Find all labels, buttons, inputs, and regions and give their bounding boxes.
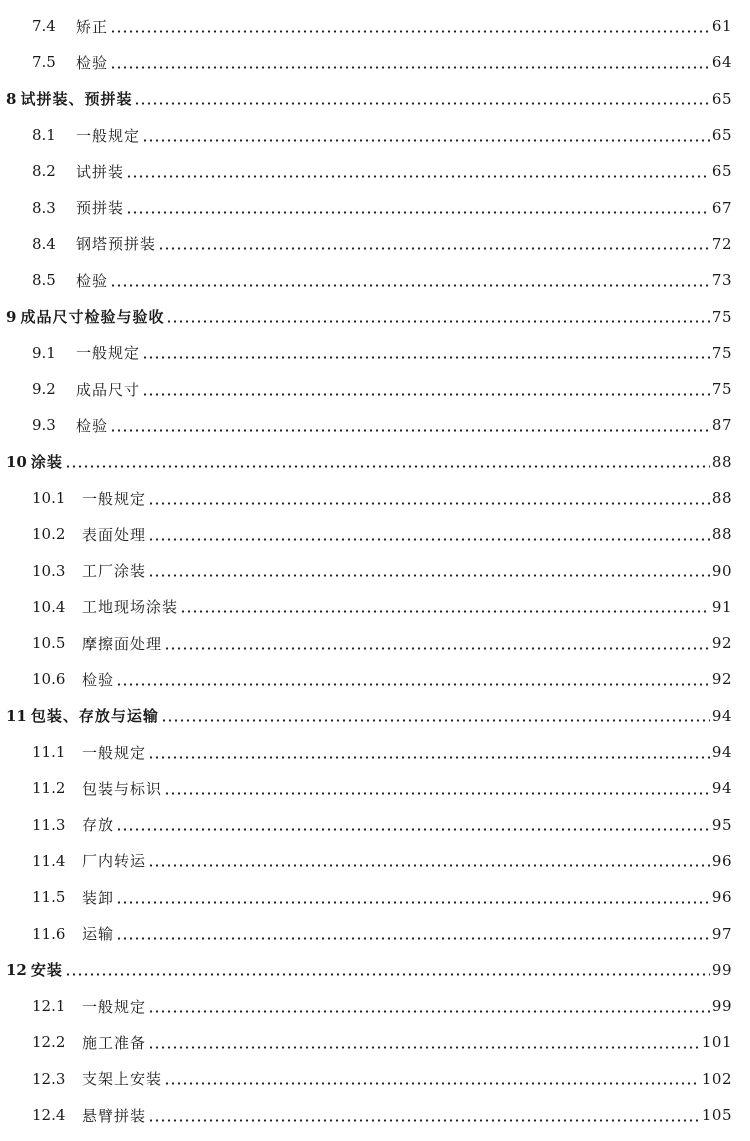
toc-entry-title: 一般规定 (76, 126, 141, 145)
toc-page-number: 101 (701, 1033, 732, 1052)
toc-page-number: 75 (711, 343, 732, 362)
toc-dot-leader (110, 30, 710, 33)
toc-section-entry[interactable] (0, 371, 750, 407)
toc-entry-number: 10.2 (32, 525, 66, 544)
toc-dot-leader (65, 465, 710, 468)
toc-dot-leader (148, 1046, 700, 1049)
toc-entry-title: 成品尺寸 (76, 380, 141, 399)
toc-entry-title: 一般规定 (82, 489, 147, 508)
toc-section-entry[interactable] (0, 770, 750, 806)
toc-page-number: 67 (711, 198, 732, 217)
toc-entry-number: 8.4 (32, 234, 56, 253)
toc-page-number: 64 (711, 53, 732, 72)
toc-entry-title: 检验 (82, 670, 115, 689)
toc-chapter-entry[interactable] (0, 698, 750, 734)
toc-entry-title: 检验 (76, 53, 109, 72)
toc-entry-title: 悬臂拼装 (82, 1106, 147, 1125)
toc-page-number: 94 (711, 779, 732, 798)
toc-section-entry[interactable] (0, 335, 750, 371)
toc-section-entry[interactable] (0, 8, 750, 44)
toc-entry-title: 厂内转运 (82, 852, 147, 871)
toc-entry-number: 12.1 (32, 997, 66, 1016)
toc-entry-number: 8.5 (32, 271, 56, 290)
toc-entry-title: 运输 (82, 925, 115, 944)
toc-dot-leader (134, 102, 709, 105)
toc-page-number: 61 (711, 17, 732, 36)
toc-entry-number: 8.2 (32, 162, 56, 181)
toc-entry-number: 10.1 (32, 489, 66, 507)
toc-page-number: 92 (711, 670, 732, 689)
toc-page-number: 96 (711, 888, 732, 907)
toc-dot-leader (148, 574, 710, 577)
toc-entry-title: 试拼装 (76, 162, 125, 181)
toc-page-number: 75 (711, 380, 732, 399)
toc-page-number: 65 (711, 89, 732, 108)
toc-dot-leader (180, 610, 710, 613)
toc-entry-title: 成品尺寸检验与验收 (20, 308, 165, 327)
toc-dot-leader (164, 792, 710, 795)
toc-section-entry[interactable] (0, 1097, 750, 1133)
toc-dot-leader (110, 66, 710, 69)
toc-entry-number: 8 (6, 89, 17, 108)
toc-dot-leader (116, 828, 710, 831)
toc-section-entry[interactable] (0, 1024, 750, 1060)
toc-section-entry[interactable] (0, 226, 750, 262)
toc-dot-leader (110, 284, 710, 287)
toc-dot-leader (148, 1010, 710, 1013)
toc-section-entry[interactable] (0, 407, 750, 443)
toc-dot-leader (142, 393, 710, 396)
toc-page-number: 91 (711, 597, 732, 616)
toc-page-number: 90 (711, 561, 732, 580)
toc-entry-title: 包装与标识 (82, 779, 163, 798)
toc-page-number: 87 (711, 416, 732, 435)
toc-page-number: 65 (711, 162, 732, 181)
toc-entry-title: 支架上安装 (82, 1070, 163, 1089)
toc-entry-number: 9.3 (32, 416, 56, 435)
toc-entry-title: 装卸 (82, 888, 115, 907)
toc-page-number: 88 (711, 489, 732, 507)
toc-dot-leader (116, 683, 710, 686)
toc-entry-number: 10.4 (32, 597, 66, 616)
toc-entry-title: 存放 (82, 816, 115, 835)
toc-entry-number: 11.6 (32, 924, 66, 943)
toc-entry-number: 10 (6, 452, 27, 471)
toc-section-entry[interactable] (0, 625, 750, 661)
toc-entry-number: 12.4 (32, 1106, 66, 1125)
toc-section-entry[interactable] (0, 153, 750, 189)
toc-entry-number: 12.2 (32, 1033, 66, 1052)
toc-entry-number: 11.1 (32, 743, 66, 762)
toc-dot-leader (116, 901, 710, 904)
toc-chapter-entry[interactable] (0, 444, 750, 480)
toc-entry-title: 钢塔预拼装 (76, 235, 157, 254)
toc-dot-leader (142, 139, 710, 142)
toc-section-entry[interactable] (0, 262, 750, 298)
toc-dot-leader (126, 211, 710, 214)
toc-entry-number: 11.2 (32, 779, 66, 798)
toc-entry-title: 涂装 (30, 453, 63, 472)
toc-entry-number: 10.3 (32, 561, 66, 580)
toc-entry-title: 表面处理 (82, 525, 147, 544)
toc-entry-number: 8.1 (32, 126, 56, 145)
toc-page-number: 99 (711, 960, 732, 979)
toc-dot-leader (148, 864, 710, 867)
toc-section-entry[interactable] (0, 189, 750, 225)
toc-entry-title: 预拼装 (76, 199, 125, 218)
toc-section-entry[interactable] (0, 915, 750, 951)
toc-section-entry[interactable] (0, 1061, 750, 1097)
toc-page-number: 97 (711, 924, 732, 943)
toc-dot-leader (161, 719, 710, 722)
toc-entry-number: 11.3 (32, 815, 66, 834)
toc-page-number: 73 (711, 271, 732, 290)
toc-dot-leader (148, 1119, 700, 1122)
toc-entry-number: 11.5 (32, 888, 66, 907)
toc-dot-leader (110, 429, 710, 432)
toc-entry-title: 施工准备 (82, 1033, 147, 1052)
toc-dot-leader (164, 647, 710, 650)
toc-entry-title: 安装 (30, 961, 63, 980)
toc-page-number: 105 (701, 1106, 732, 1125)
toc-page-number: 72 (711, 234, 732, 253)
toc-entry-title: 工地现场涂装 (82, 598, 179, 617)
toc-entry-number: 8.3 (32, 198, 56, 217)
toc-page-number: 94 (711, 706, 732, 725)
toc-section-entry[interactable] (0, 117, 750, 153)
toc-entry-number: 12.3 (32, 1069, 66, 1088)
toc-chapter-entry[interactable] (0, 952, 750, 988)
toc-page-number: 88 (711, 452, 732, 471)
toc-section-entry[interactable] (0, 44, 750, 80)
toc-dot-leader (65, 973, 710, 976)
toc-dot-leader (166, 320, 709, 323)
toc-entry-title: 检验 (76, 416, 109, 435)
toc-section-entry[interactable] (0, 589, 750, 625)
toc-entry-title: 工厂涂装 (82, 562, 147, 581)
toc-section-entry[interactable] (0, 661, 750, 697)
toc-page-number: 99 (711, 997, 732, 1016)
toc-dot-leader (142, 356, 710, 359)
toc-page-number: 88 (711, 525, 732, 544)
toc-chapter-entry[interactable] (0, 81, 750, 117)
toc-section-entry[interactable] (0, 734, 750, 770)
toc-page-number: 92 (711, 634, 732, 653)
toc-entry-title: 一般规定 (82, 997, 147, 1016)
toc-entry-number: 7.4 (32, 17, 56, 36)
toc-page-number: 95 (711, 815, 732, 834)
toc-section-entry[interactable] (0, 879, 750, 915)
toc-section-entry[interactable] (0, 552, 750, 588)
toc-page-number: 96 (711, 851, 732, 870)
toc-section-entry[interactable] (0, 480, 750, 516)
toc-dot-leader (148, 502, 710, 505)
toc-entry-number: 10.5 (32, 634, 66, 653)
toc-chapter-entry[interactable] (0, 298, 750, 334)
toc-entry-number: 10.6 (32, 670, 66, 689)
toc-page-number: 94 (711, 743, 732, 762)
toc-entry-title: 试拼装、预拼装 (20, 90, 133, 109)
toc-entry-number: 9.2 (32, 380, 56, 399)
toc-section-entry[interactable] (0, 988, 750, 1024)
toc-entry-number: 7.5 (32, 53, 56, 72)
toc-section-entry[interactable] (0, 807, 750, 843)
toc-entry-title: 矫正 (76, 17, 109, 36)
toc-dot-leader (164, 1082, 700, 1085)
toc-entry-title: 摩擦面处理 (82, 634, 163, 653)
toc-dot-leader (158, 247, 710, 250)
toc-entry-number: 12 (6, 960, 27, 979)
toc-dot-leader (148, 756, 710, 759)
toc-entry-title: 一般规定 (76, 344, 141, 363)
toc-entry-number: 9.1 (32, 343, 56, 362)
toc-section-entry[interactable] (0, 516, 750, 552)
toc-entry-number: 11 (6, 706, 27, 725)
toc-page-number: 75 (711, 307, 732, 326)
toc-entry-title: 一般规定 (82, 743, 147, 762)
toc-entry-number: 11.4 (32, 851, 66, 870)
toc-entry-title: 检验 (76, 271, 109, 290)
toc-dot-leader (116, 937, 710, 940)
toc-dot-leader (148, 538, 710, 541)
toc-section-entry[interactable] (0, 843, 750, 879)
toc-page-number: 102 (701, 1069, 732, 1088)
toc-entry-number: 9 (6, 307, 17, 326)
table-of-contents (0, 8, 750, 1133)
toc-dot-leader (126, 175, 710, 178)
toc-entry-title: 包装、存放与运输 (30, 707, 159, 726)
toc-page-number: 65 (711, 126, 732, 145)
